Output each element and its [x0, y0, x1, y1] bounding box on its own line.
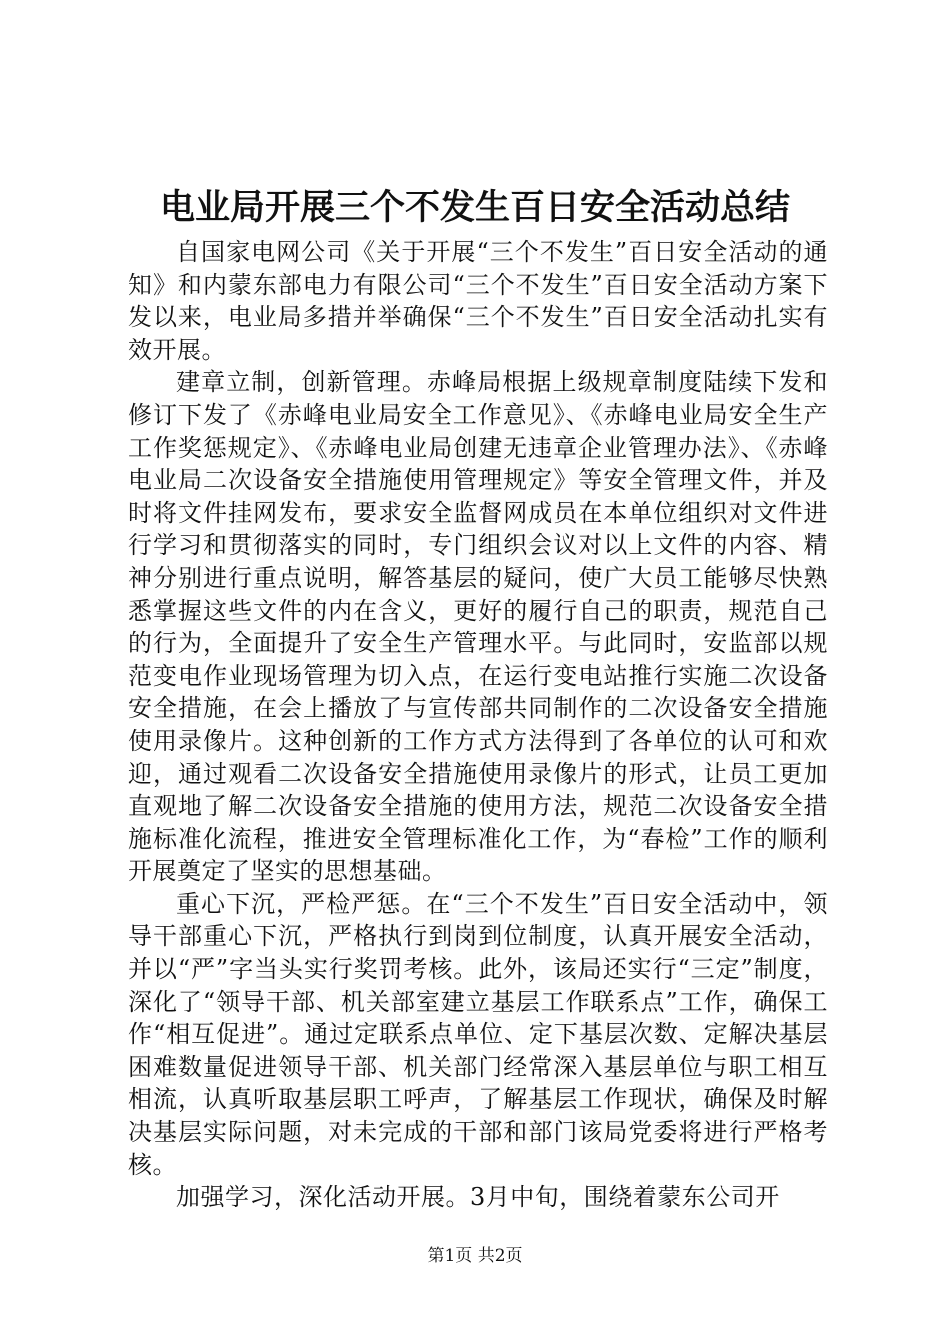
document-body — [128, 236, 828, 1214]
paragraph-rules-innovation: 建章立制，创新管理。赤峰局根据上级规章制度陆续下发和修订下发了《赤峰电业局安全工作意见》、《赤峰电业局安全生产工作奖惩规定》、《赤峰电业局创建无违章企业管理办法》、《赤峰电业局二次设备安全措施使用管理规定》等安全管理文件，并及时将文件挂网发布，要求安全监督网成员在本单位组织对文件进行学习和贯彻落实的同时，专门组织会议对以上文件的内容、精神分别进行重点说明，解答基层的疑问，使广大员工能够尽快熟悉掌握这些文件的内在含义，更好的履行自己的职责，规范自己的行为，全面提升了安全生产管理水平。与此同时，安监部以规范变电作业现场管理为切入点，在运行变电站推行实施二次设备安全措施，在会上播放了与宣传部共同制作的二次设备安全措施使用录像片。这种创新的工作方式方法得到了各单位的认可和欢迎，通过观看二次设备安全措施使用录像片的形式，让员工更加直观地了解二次设备安全措施的使用方法，规范二次设备安全措施标准化流程，推进安全管理标准化工作，为“春检”工作的顺利开展奠定了坚实的思想基础。 — [128, 368, 828, 886]
paragraph-strict-inspection: 重心下沉，严检严惩。在“三个不发生”百日安全活动中，领导干部重心下沉，严格执行到岗到位制度，认真开展安全活动，并以“严”字当头实行奖罚考核。此外，该局还实行“三定”制度，深化了“领导干部、机关部室建立基层工作联系点”工作，确保工作“相互促进”。通过定联系点单位、定下基层次数、定解决基层困难数量促进领导干部、机关部门经常深入基层单位与职工相互相流，认真听取基层职工呼声，了解基层工作现状，确保及时解决基层实际问题，对未完成的干部和部门该局党委将进行严格考核。 — [128, 889, 828, 1179]
paragraph-intro: 自国家电网公司《关于开展“三个不发生”百日安全活动的通知》和内蒙东部电力有限公司“三个不发生”百日安全活动方案下发以来，电业局多措并举确保“三个不发生”百日安全活动扎实有效开展。 — [128, 238, 828, 364]
page-number-footer: 第1页 共2页 — [427, 1246, 523, 1266]
paragraph-study-activities: 加强学习，深化活动开展。3月中旬，围绕着蒙东公司开 — [176, 1183, 780, 1212]
document-title: 电业局开展三个不发生百日安全活动总结 — [159, 188, 790, 228]
